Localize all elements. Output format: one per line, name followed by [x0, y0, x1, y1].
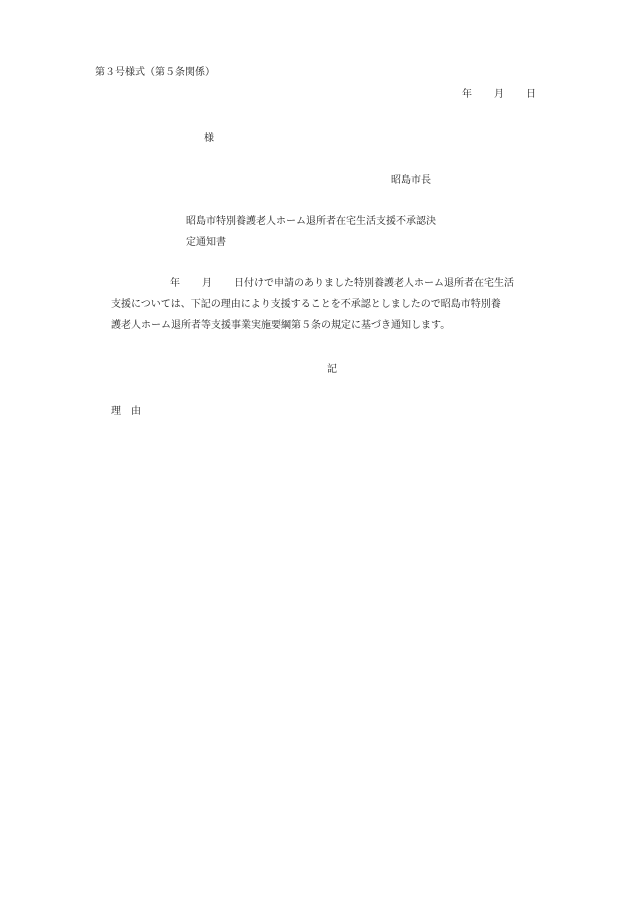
date-line	[462, 89, 536, 101]
document-title-line-2: 定通知書	[186, 237, 226, 248]
date-month-label: 月	[494, 89, 504, 100]
reason-label	[111, 406, 141, 418]
date-day-label: 日	[526, 89, 536, 100]
reason-char-1: 理	[111, 406, 121, 417]
body-date-year: 年	[170, 278, 180, 289]
reason-char-2: 由	[131, 406, 141, 417]
ki-heading: 記	[327, 364, 337, 375]
sender-name: 昭島市長	[391, 175, 431, 186]
body-line-1-text: 日付けで申請のありました特別養護老人ホーム退所者在宅生活	[234, 278, 514, 289]
form-number: 第３号様式（第５条関係）	[95, 67, 215, 78]
body-date-month: 月	[202, 278, 212, 289]
body-line-3: 護老人ホーム退所者等支援事業実施要綱第５条の規定に基づき通知します。	[111, 320, 451, 331]
date-year-label: 年	[462, 89, 472, 100]
body-line-1	[170, 278, 514, 290]
document-title-line-1: 昭島市特別養護老人ホーム退所者在宅生活支援不承認決	[186, 216, 436, 227]
body-line-2: 支援については、下記の理由により支援することを不承認としましたので昭島市特別養	[111, 299, 501, 310]
addressee-honorific: 様	[204, 133, 214, 144]
